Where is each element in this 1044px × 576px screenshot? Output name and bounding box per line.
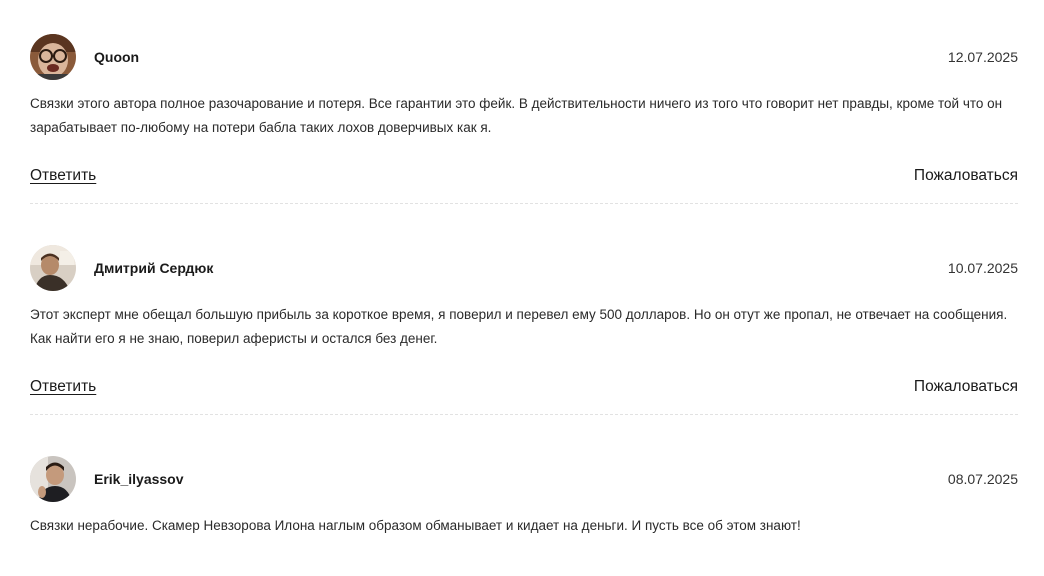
author-name[interactable]: Дмитрий Сердюк xyxy=(94,260,214,276)
author-name[interactable]: Quoon xyxy=(94,49,140,65)
avatar[interactable] xyxy=(30,34,76,80)
divider xyxy=(30,203,1018,204)
user-avatar-photo-icon xyxy=(30,456,76,502)
reply-link[interactable]: Ответить xyxy=(30,167,97,184)
comment-date: 12.07.2025 xyxy=(947,49,1018,65)
comment xyxy=(30,245,1018,415)
comment-header xyxy=(30,34,1018,80)
user-avatar-photo-icon xyxy=(30,245,76,291)
comment-date: 08.07.2025 xyxy=(947,471,1018,487)
comment-actions xyxy=(30,165,1018,187)
comment xyxy=(30,456,1018,538)
comment-header xyxy=(30,456,1018,502)
comment-text: Связки нерабочие. Скамер Невзорова Илона наглым образом обманывает и кидает на деньги. И пусть все об этом знают! xyxy=(30,518,801,533)
divider xyxy=(30,414,1018,415)
author-name[interactable]: Erik_ilyassov xyxy=(94,471,184,487)
comment xyxy=(30,34,1018,204)
comments-list xyxy=(30,0,1018,538)
user-avatar-photo-icon xyxy=(30,34,76,80)
comment-text: Связки этого автора полное разочарование и потеря. Все гарантии это фейк. В действительности ничего из того что говорит нет правды, кроме той что он зарабатывает по-любому на потери бабла таких лохов доверчивых как я. xyxy=(30,96,1003,135)
avatar[interactable] xyxy=(30,456,76,502)
report-link[interactable]: Пожаловаться xyxy=(913,167,1018,184)
comment-header xyxy=(30,245,1018,291)
comment-date: 10.07.2025 xyxy=(947,260,1018,276)
reply-link[interactable]: Ответить xyxy=(30,378,97,395)
comment-text: Этот эксперт мне обещал большую прибыль за короткое время, я поверил и перевел ему 500 долларов. Но он отут же пропал, не отвечает на сообщения. Как найти его я не знаю, поверил аферисты и остался без денег. xyxy=(30,307,1008,346)
comment-actions xyxy=(30,376,1018,398)
avatar[interactable] xyxy=(30,245,76,291)
report-link[interactable]: Пожаловаться xyxy=(913,378,1018,395)
